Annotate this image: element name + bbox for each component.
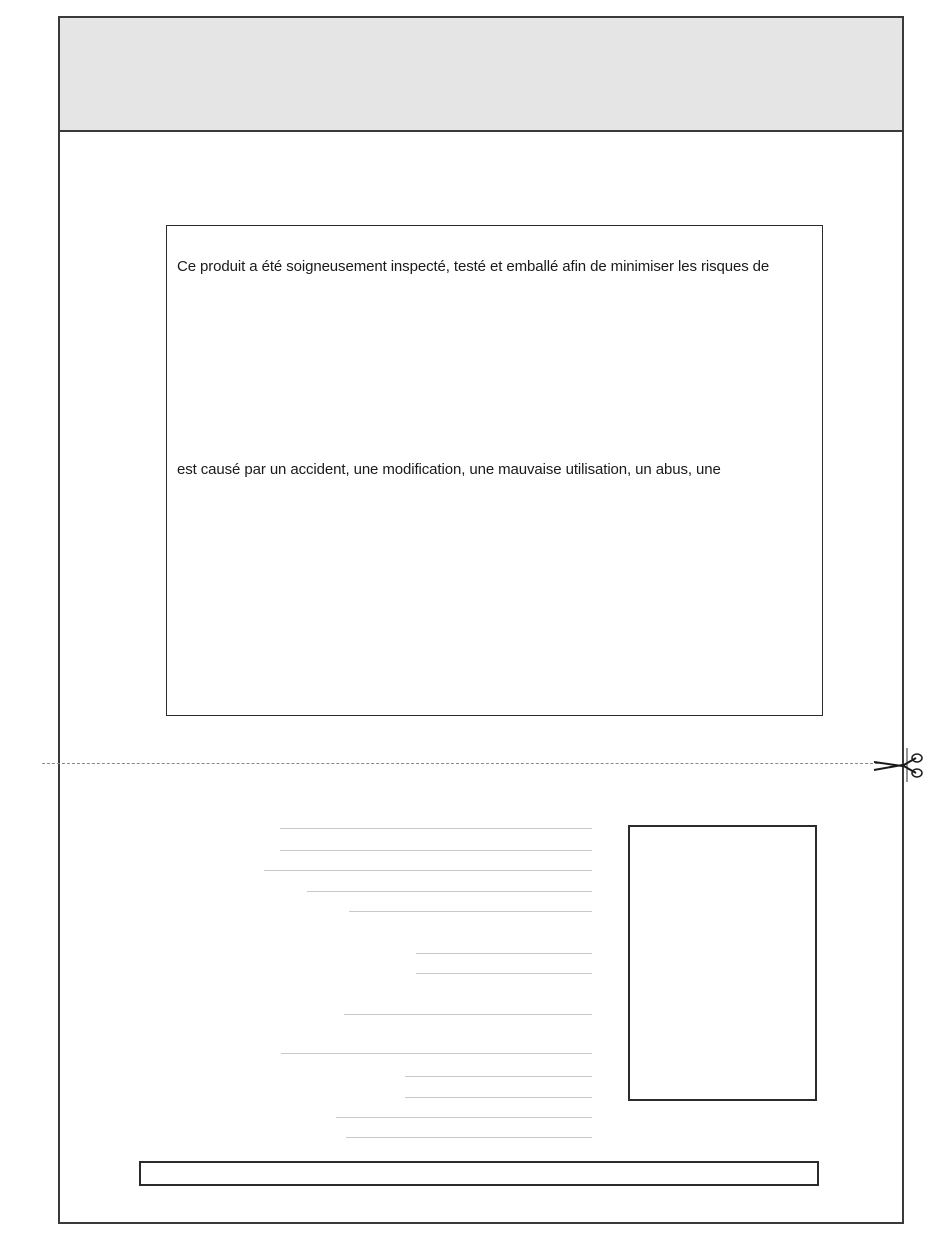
form-field-line[interactable]: [344, 1014, 592, 1015]
header-band: [60, 18, 902, 132]
scissors-icon: [872, 748, 926, 782]
receipt-box: [628, 825, 817, 1101]
form-field-line[interactable]: [307, 891, 592, 892]
form-field-line[interactable]: [405, 1097, 592, 1098]
form-field-line[interactable]: [346, 1137, 592, 1138]
cut-line: [42, 763, 878, 764]
form-field-line[interactable]: [349, 911, 592, 912]
form-field-line[interactable]: [416, 973, 592, 974]
form-field-line[interactable]: [416, 953, 592, 954]
form-field-line[interactable]: [336, 1117, 592, 1118]
form-field-line[interactable]: [405, 1076, 592, 1077]
form-field-line[interactable]: [264, 870, 592, 871]
warranty-text-line-1: Ce produit a été soigneusement inspecté, testé et emballé afin de minimiser les risques de: [177, 258, 770, 275]
form-field-line[interactable]: [280, 850, 592, 851]
form-field-line[interactable]: [280, 828, 592, 829]
warranty-text-line-2: est causé par un accident, une modification, une mauvaise utilisation, un abus, une: [177, 461, 721, 478]
form-field-line[interactable]: [281, 1053, 592, 1054]
warranty-text-box: [166, 225, 823, 716]
footer-box: [139, 1161, 819, 1186]
